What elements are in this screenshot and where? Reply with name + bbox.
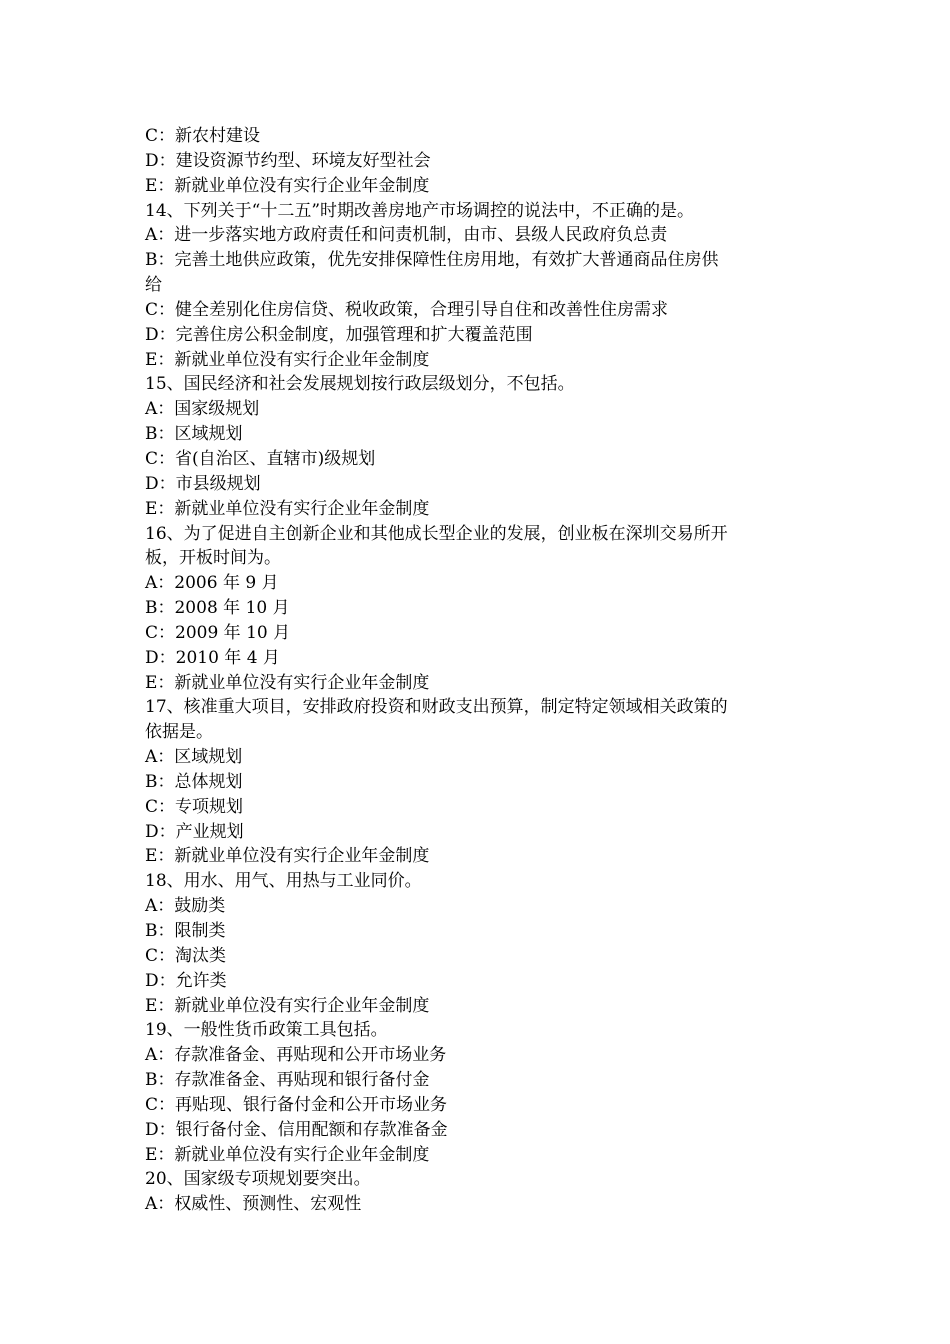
document-body (145, 124, 813, 1217)
q14-option-d: D：完善住房公积金制度，加强管理和扩大覆盖范围 (145, 324, 533, 345)
q15-option-d: D：市县级规划 (145, 473, 261, 494)
q17-option-a: A：区域规划 (145, 747, 243, 768)
q14-option-b-continued: 给 (145, 275, 162, 296)
question-14: 14、下列关于“十二五”时期改善房地产市场调控的说法中，不正确的是。 (145, 200, 695, 221)
q18-option-e: E：新就业单位没有实行企业年金制度 (145, 995, 430, 1016)
q17-option-d: D：产业规划 (145, 821, 244, 842)
q17-option-e: E：新就业单位没有实行企业年金制度 (145, 846, 430, 867)
q16-option-b: B：2008 年 10 月 (145, 598, 290, 619)
option-e-line: E：新就业单位没有实行企业年金制度 (145, 175, 430, 196)
q17-option-b: B：总体规划 (145, 771, 243, 792)
question-16-continued: 板，开板时间为。 (145, 548, 281, 569)
q18-option-a: A：鼓励类 (145, 896, 226, 917)
q15-option-a: A：国家级规划 (145, 399, 260, 420)
q14-option-b: B：完善土地供应政策，优先安排保障性住房用地，有效扩大普通商品住房供 (145, 250, 719, 271)
question-16: 16、为了促进自主创新企业和其他成长型企业的发展，创业板在深圳交易所开 (145, 523, 728, 544)
q16-option-e: E：新就业单位没有实行企业年金制度 (145, 672, 430, 693)
option-d-line: D：建设资源节约型、环境友好型社会 (145, 150, 431, 171)
q17-option-c: C：专项规划 (145, 796, 244, 817)
q14-option-a: A：进一步落实地方政府责任和问责机制，由市、县级人民政府负总责 (145, 225, 668, 246)
question-18: 18、用水、用气、用热与工业同价。 (145, 871, 422, 892)
q16-option-a: A：2006 年 9 月 (145, 573, 279, 594)
q15-option-c: C：省(自治区、直辖市)级规划 (145, 448, 376, 469)
question-20: 20、国家级专项规划要突出。 (145, 1169, 371, 1190)
q19-option-e: E：新就业单位没有实行企业年金制度 (145, 1144, 430, 1165)
option-c-line: C：新农村建设 (145, 126, 261, 146)
q15-option-e: E：新就业单位没有实行企业年金制度 (145, 498, 430, 519)
question-17-continued: 依据是。 (145, 722, 213, 743)
q16-option-c: C：2009 年 10 月 (145, 622, 291, 643)
q15-option-b: B：区域规划 (145, 424, 243, 445)
q19-option-a: A：存款准备金、再贴现和公开市场业务 (145, 1045, 447, 1066)
q19-option-c: C：再贴现、银行备付金和公开市场业务 (145, 1094, 448, 1115)
question-17: 17、核准重大项目，安排政府投资和财政支出预算，制定特定领域相关政策的 (145, 697, 728, 718)
q20-option-a: A：权威性、预测性、宏观性 (145, 1194, 362, 1215)
q14-option-e: E：新就业单位没有实行企业年金制度 (145, 349, 430, 370)
q18-option-b: B：限制类 (145, 921, 226, 941)
question-19: 19、一般性货币政策工具包括。 (145, 1020, 388, 1041)
q14-option-c: C：健全差别化住房信贷、税收政策，合理引导自住和改善性住房需求 (145, 299, 669, 320)
question-15: 15、国民经济和社会发展规划按行政层级划分，不包括。 (145, 374, 575, 395)
q18-option-d: D：允许类 (145, 970, 227, 991)
q19-option-d: D：银行备付金、信用配额和存款准备金 (145, 1119, 448, 1140)
q19-option-b: B：存款准备金、再贴现和银行备付金 (145, 1070, 430, 1091)
q16-option-d: D：2010 年 4 月 (145, 647, 280, 668)
q18-option-c: C：淘汰类 (145, 945, 227, 966)
